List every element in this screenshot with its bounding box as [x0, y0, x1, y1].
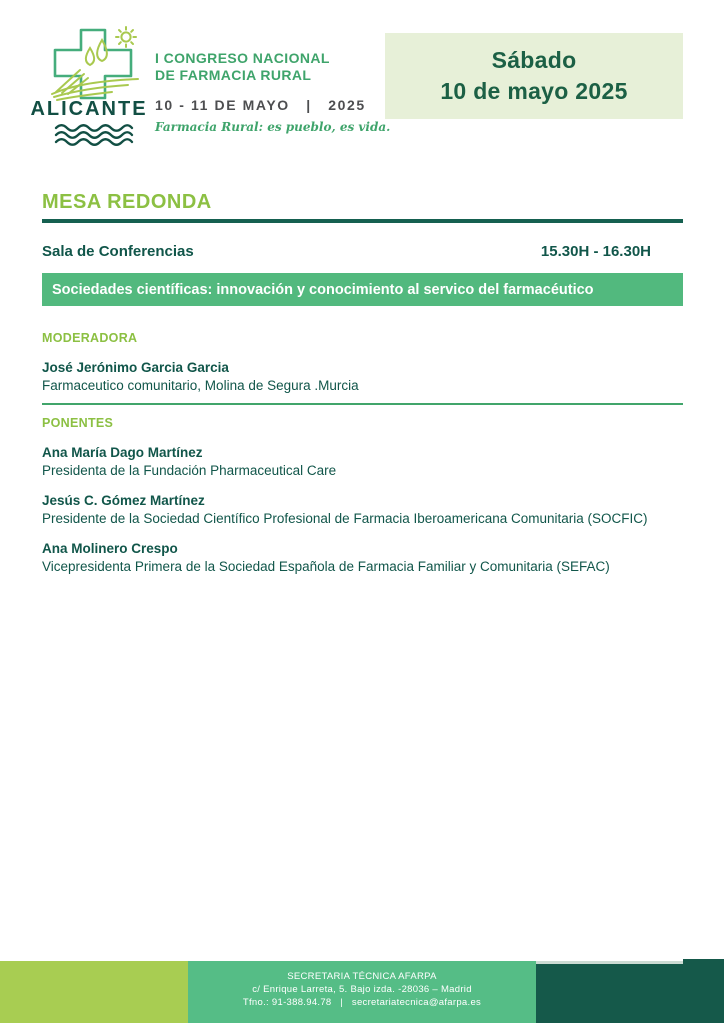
footer-corner-accent [683, 959, 724, 964]
moderator-role: Farmaceutico comunitario, Molina de Segura .Murcia [42, 378, 359, 393]
speakers-label: PONENTES [42, 416, 114, 430]
date-box-day: Sábado [491, 47, 577, 73]
congress-title-block [155, 50, 390, 134]
footer-dark-block [536, 961, 724, 1023]
section-rule [42, 219, 683, 223]
congress-dates: 10 - 11 DE MAYO | 2025 [155, 97, 366, 113]
logo-city-name: ALICANTE [30, 98, 148, 120]
speaker-name: Jesús C. Gómez Martínez [42, 493, 205, 508]
footer [0, 961, 724, 1023]
speaker-name: Ana María Dago Martínez [42, 445, 203, 460]
logo-emblem [50, 26, 142, 102]
congress-tagline: Farmacia Rural: es pueblo, es vida. [155, 120, 391, 134]
session-content [42, 190, 683, 575]
sun-icon [116, 27, 136, 47]
moderator-name: José Jerónimo Garcia Garcia [42, 360, 229, 375]
footer-light-strip [536, 961, 683, 964]
footer-address: c/ Enrique Larreta, 5. Bajo izda. -28036 – Madrid [252, 984, 472, 995]
section-title: MESA REDONDA [42, 191, 212, 213]
footer-lime-block [0, 961, 188, 1023]
speaker-role: Presidente de la Sociedad Científico Profesional de Farmacia Iberoamericana Comunitaria (SOCFIC) [42, 511, 648, 526]
room-name: Sala de Conferencias [42, 243, 194, 260]
footer-text [188, 970, 536, 1009]
footer-contact: Tfno.: 91-388.94.78 | secretariatecnica@afarpa.es [242, 997, 482, 1008]
date-box [385, 33, 683, 119]
speaker-name: Ana Molinero Crespo [42, 541, 178, 556]
speaker-entry [42, 444, 683, 479]
moderator-entry [42, 359, 683, 394]
speaker-role: Presidenta de la Fundación Pharmaceutical Care [42, 463, 337, 478]
room-time-row [42, 242, 683, 261]
sea-waves-icon [54, 124, 134, 146]
section-divider [42, 403, 683, 405]
congress-title-line1: I CONGRESO NACIONAL [155, 50, 330, 66]
session-title: Sociedades científicas: innovación y conocimiento al servico del farmacéutico [52, 281, 594, 298]
footer-secretariat-name: SECRETARIA TÉCNICA AFARPA [287, 971, 437, 982]
session-title-band [42, 273, 683, 306]
speaker-role: Vicepresidenta Primera de la Sociedad Española de Farmacia Familiar y Comunitaria (SEFAC) [42, 559, 610, 574]
date-box-date: 10 de mayo 2025 [440, 78, 628, 104]
congress-title-line2: DE FARMACIA RURAL [155, 67, 312, 83]
speaker-entry [42, 540, 683, 575]
session-time: 15.30H - 16.30H [540, 243, 651, 260]
speaker-entry [42, 492, 683, 527]
moderator-label: MODERADORA [42, 331, 138, 345]
